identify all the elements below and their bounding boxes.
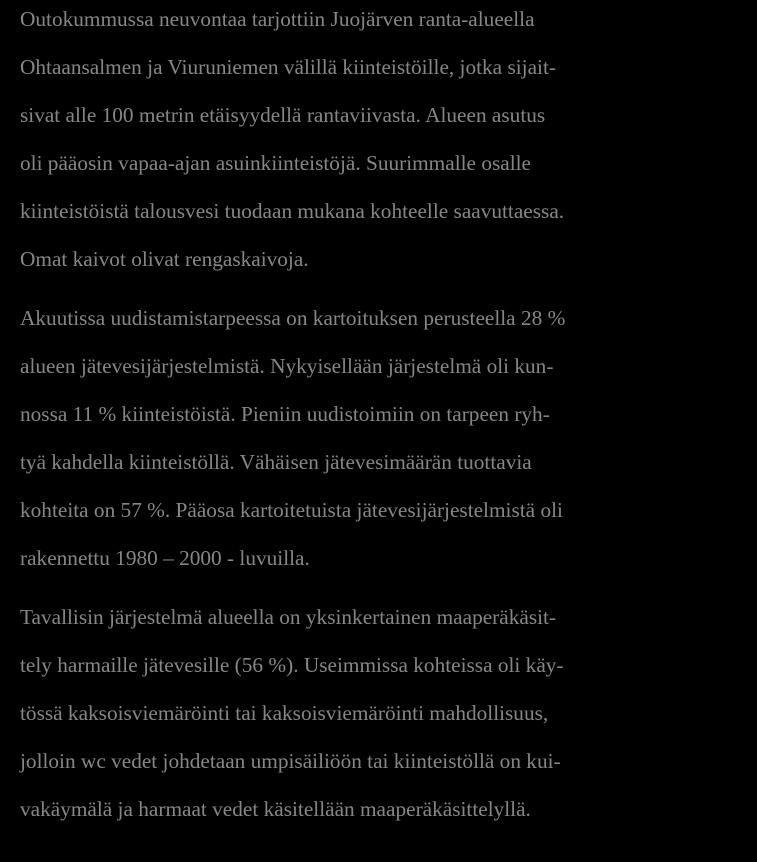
- text-line: sivat alle 100 metrin etäisyydellä rantaviivasta. Alueen asutus: [20, 103, 546, 127]
- paragraph-common-system: [20, 593, 737, 833]
- text-line: nossa 11 % kiinteistöistä. Pieniin uudistoimiin on tarpeen ryh-: [20, 402, 550, 426]
- paragraph-renewal-needs: [20, 294, 737, 582]
- paragraph-spacer: [20, 283, 737, 294]
- text-line: Omat kaivot olivat rengaskaivoja.: [20, 247, 309, 271]
- text-line: tely harmaille jätevesille (56 %). Useimmissa kohteissa oli käy-: [20, 653, 564, 677]
- text-line: vakäymälä ja harmaat vedet käsitellään maaperäkäsittelyllä.: [20, 797, 531, 821]
- text-line: Akuutissa uudistamistarpeessa on kartoituksen perusteella 28 %: [20, 306, 566, 330]
- text-line: tyä kahdella kiinteistöllä. Vähäisen jätevesimäärän tuottavia: [20, 450, 532, 474]
- text-line: oli pääosin vapaa-ajan asuinkiinteistöjä. Suurimmalle osalle: [20, 151, 531, 175]
- paragraph-survey-area: [20, 0, 737, 283]
- text-line: Outokummussa neuvontaa tarjottiin Juojärven ranta-alueella: [20, 7, 535, 31]
- text-line: Ohtaansalmen ja Viuruniemen välillä kiinteistöille, jotka sijait-: [20, 55, 556, 79]
- text-line: alueen jätevesijärjestelmistä. Nykyisellään järjestelmä oli kun-: [20, 354, 554, 378]
- paragraph-spacer: [20, 582, 737, 593]
- document-body: [20, 0, 737, 833]
- text-line: jolloin wc vedet johdetaan umpisäiliöön tai kiinteistöllä on kui-: [20, 749, 561, 773]
- text-line: rakennettu 1980 – 2000 - luvuilla.: [20, 546, 310, 570]
- text-line: Tavallisin järjestelmä alueella on yksinkertainen maaperäkäsit-: [20, 605, 557, 629]
- text-line: tössä kaksoisviemäröinti tai kaksoisviemäröinti mahdollisuus,: [20, 701, 549, 725]
- text-line: kohteita on 57 %. Pääosa kartoitetuista jätevesijärjestelmistä oli: [20, 498, 563, 522]
- text-line: kiinteistöistä talousvesi tuodaan mukana kohteelle saavuttaessa.: [20, 199, 565, 223]
